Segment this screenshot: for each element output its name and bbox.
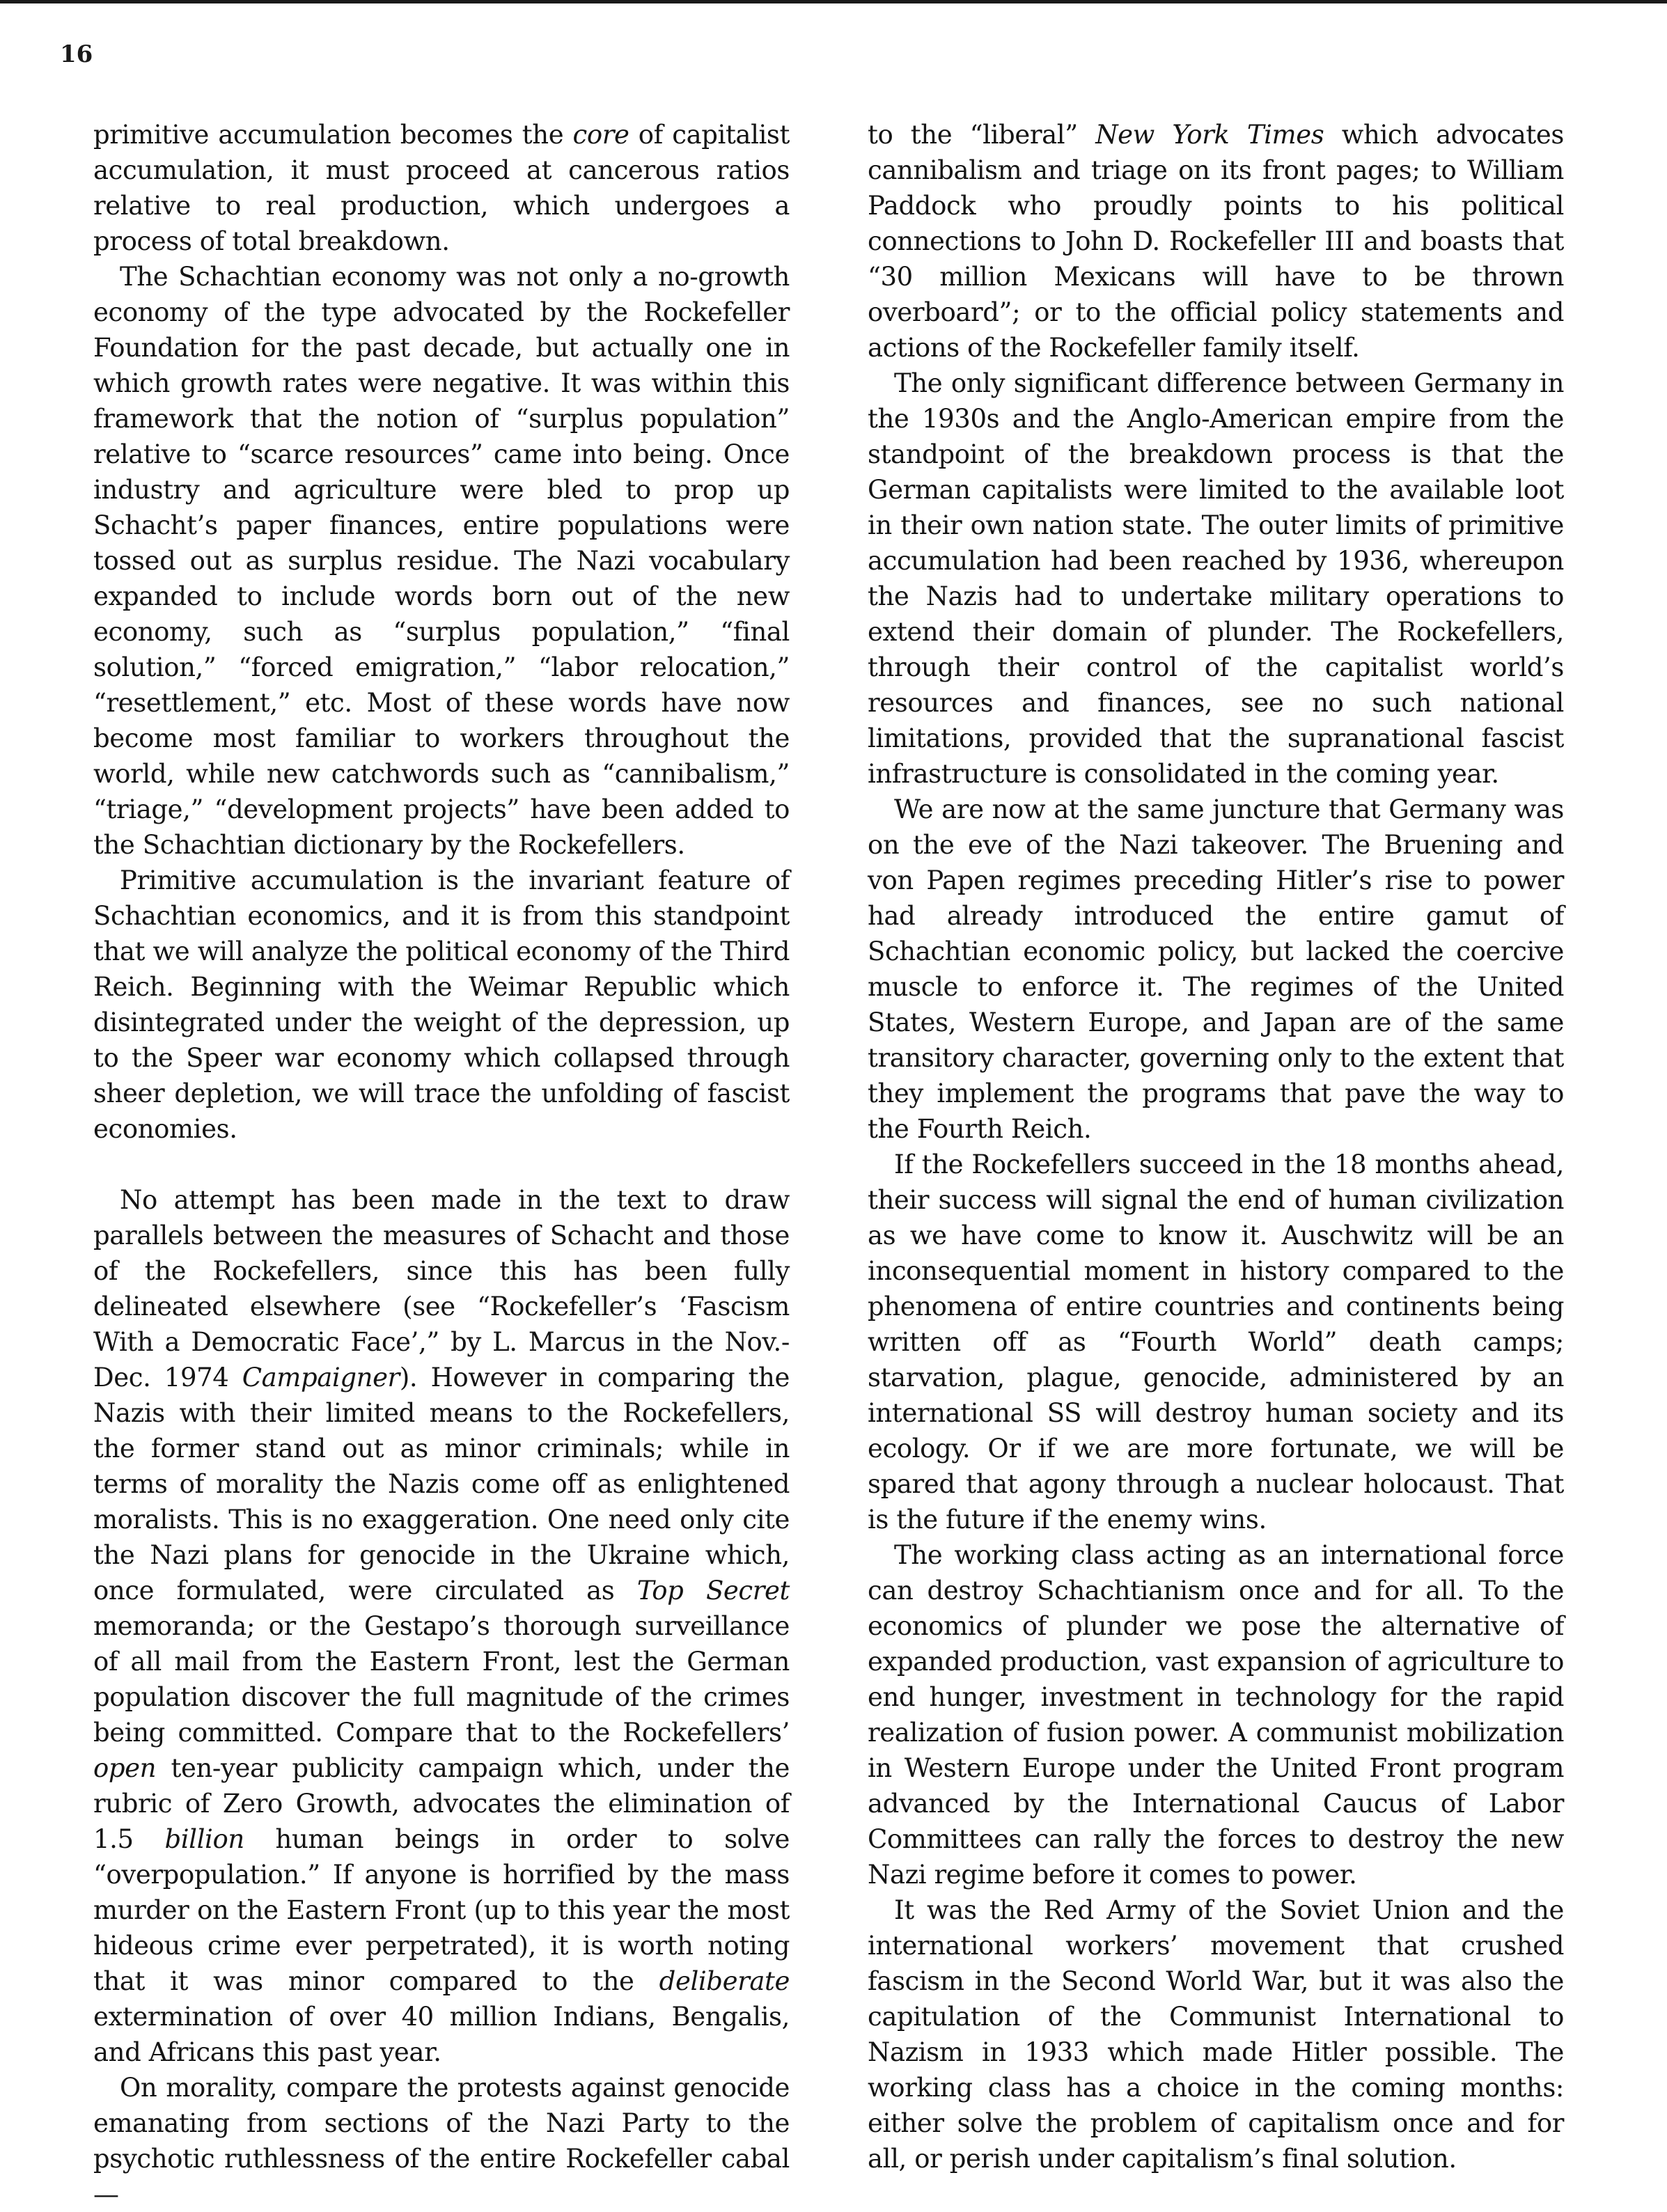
text-run: human beings in order to solve “overpopulation.” If anyone is horrified by the mass murder on the Eastern Front (up to this year the most hideous crime ever perpetrated), it is worth noting that it was minor compared to the: [93, 1824, 790, 1996]
left-column-paragraph: [93, 117, 790, 259]
left-column-paragraph: [93, 2070, 790, 2212]
italic-text: Campaigner: [242, 1363, 400, 1393]
text-run: No attempt has been made in the text to draw parallels between the measures of Schacht and those of the Rockefellers, since this has been fully delineated elsewhere (see “Rockefeller’s ‘Fascism With a Democratic Face’,” by L. Marcus in the Nov.-Dec. 1974: [93, 1185, 790, 1393]
text-run: We are now at the same juncture that Germany was on the eve of the Nazi takeover. The Bruening and von Papen regimes preceding Hitler’s rise to power had already introduced the entire gamut of Schachtian economic policy, but lacked the coercive muscle to enforce it. The regimes of the United States, Western Europe, and Japan are of the same transitory character, governing only to the extent that they implement the programs that pave the way to the Fourth Reich.: [868, 794, 1564, 1144]
italic-text: billion: [164, 1824, 244, 1854]
left-column-paragraph: [93, 259, 790, 863]
text-run: The working class acting as an international force can destroy Schachtianism once and for all. To the economics of plunder we pose the alternative of expanded production, vast expansion of agriculture to end hunger, investment in technology for the rapid realization of fusion power. A communist mobilization in Western Europe under the United Front program advanced by the International Caucus of Labor Committees can rally the forces to destroy the new Nazi regime before it comes to power.: [868, 1540, 1564, 1890]
italic-text: deliberate: [659, 1966, 790, 1996]
text-run: of capitalist accumulation, it must proceed at cancerous ratios relative to real production, which undergoes a process of total breakdown.: [93, 120, 790, 256]
right-column-paragraph: [868, 1537, 1564, 1892]
italic-text: Top Secret: [636, 1576, 790, 1606]
italic-text: core: [572, 120, 629, 150]
text-run: The Schachtian economy was not only a no-growth economy of the type advocated by the Rockefeller Foundation for the past decade, but actually one in which growth rates were negative. It was within this framework that the notion of “surplus population” relative to “scarce resources” came into being. Once industry and agriculture were bled to prop up Schacht’s paper finances, entire populations were tossed out as surplus residue. The Nazi vocabulary expanded to include words born out of the new economy, such as “surplus population,” “final solution,” “forced emigration,” “labor relocation,” “resettlement,” etc. Most of these words have now become most familiar to workers throughout the world, while new catchwords such as “cannibalism,” “triage,” “development projects” have been added to the Schachtian dictionary by the Rockefellers.: [93, 262, 790, 860]
italic-text: New York Times: [1095, 120, 1324, 150]
right-column-paragraph: [868, 1147, 1564, 1537]
text-run: memoranda; or the Gestapo’s thorough surveillance of all mail from the Eastern Front, lest the German population discover the full magnitude of the crimes being committed. Compare that to the Rockefellers’: [93, 1611, 790, 1748]
right-column-paragraph: [868, 117, 1564, 366]
text-run: It was the Red Army of the Soviet Union and the international workers’ movement that crushed fascism in the Second World War, but it was also the capitulation of the Communist International to Nazism in 1933 which made Hitler possible. The working class has a choice in the coming months: either solve the problem of capitalism once and for all, or perish under capitalism’s final solution.: [868, 1895, 1564, 2174]
top-rule: [0, 0, 1667, 3]
left-column: [93, 117, 790, 2212]
text-run: ). However in comparing the Nazis with their limited means to the Rockefellers, the former stand out as minor criminals; while in terms of morality the Nazis come off as enlightened moralists. This is no exaggeration. One need only cite the Nazi plans for genocide in the Ukraine which, once formulated, were circulated as: [93, 1363, 790, 1606]
right-column: [868, 117, 1564, 2176]
right-column-paragraph: [868, 366, 1564, 792]
text-run: to the “liberal”: [868, 120, 1096, 150]
text-run: primitive accumulation becomes the: [93, 120, 573, 150]
text-run: The only significant difference between Germany in the 1930s and the Anglo-American empire from the standpoint of the breakdown process is that the German capitalists were limited to the available loot in their own nation state. The outer limits of primitive accumulation had been reached by 1936, whereupon the Nazis had to undertake military operations to extend their domain of plunder. The Rockefellers, through their control of the capitalist world’s resources and finances, see no such national limitations, provided that the supranational fascist infrastructure is consolidated in the coming year.: [868, 368, 1564, 789]
text-run: which advocates cannibalism and triage on its front pages; to William Paddock who proudly points to his political connections to John D. Rockefeller III and boasts that “30 million Mexicans will have to be thrown overboard”; or to the official policy statements and actions of the Rockefeller family itself.: [868, 120, 1564, 363]
left-column-paragraph: [93, 863, 790, 1147]
right-column-paragraph: [868, 792, 1564, 1147]
text-run: ten-year publicity campaign which, under the rubric of Zero Growth, advocates the elimination of 1.5: [93, 1753, 790, 1854]
left-column-paragraph: [93, 1182, 790, 2070]
page-number: 16: [60, 40, 93, 68]
text-run: extermination of over 40 million Indians, Bengalis, and Africans this past year.: [93, 2002, 790, 2067]
text-run: Primitive accumulation is the invariant feature of Schachtian economics, and it is from this standpoint that we will analyze the political economy of the Third Reich. Beginning with the Weimar Republic which disintegrated under the weight of the depression, up to the Speer war economy which collapsed through sheer depletion, we will trace the unfolding of fascist economies.: [93, 865, 790, 1144]
right-column-paragraph: [868, 1892, 1564, 2176]
text-run: On morality, compare the protests against genocide emanating from sections of the Nazi Party to the psychotic ruthlessness of the entire Rockefeller cabal —: [93, 2073, 790, 2209]
text-run: If the Rockefellers succeed in the 18 months ahead, their success will signal the end of human civilization as we have come to know it. Auschwitz will be an inconsequential moment in history compared to the phenomena of entire countries and continents being written off as “Fourth World” death camps; starvation, plague, genocide, administered by an international SS will destroy human society and its ecology. Or if we are more fortunate, we will be spared that agony through a nuclear holocaust. That is the future if the enemy wins.: [868, 1150, 1564, 1535]
italic-text: open: [93, 1753, 157, 1783]
